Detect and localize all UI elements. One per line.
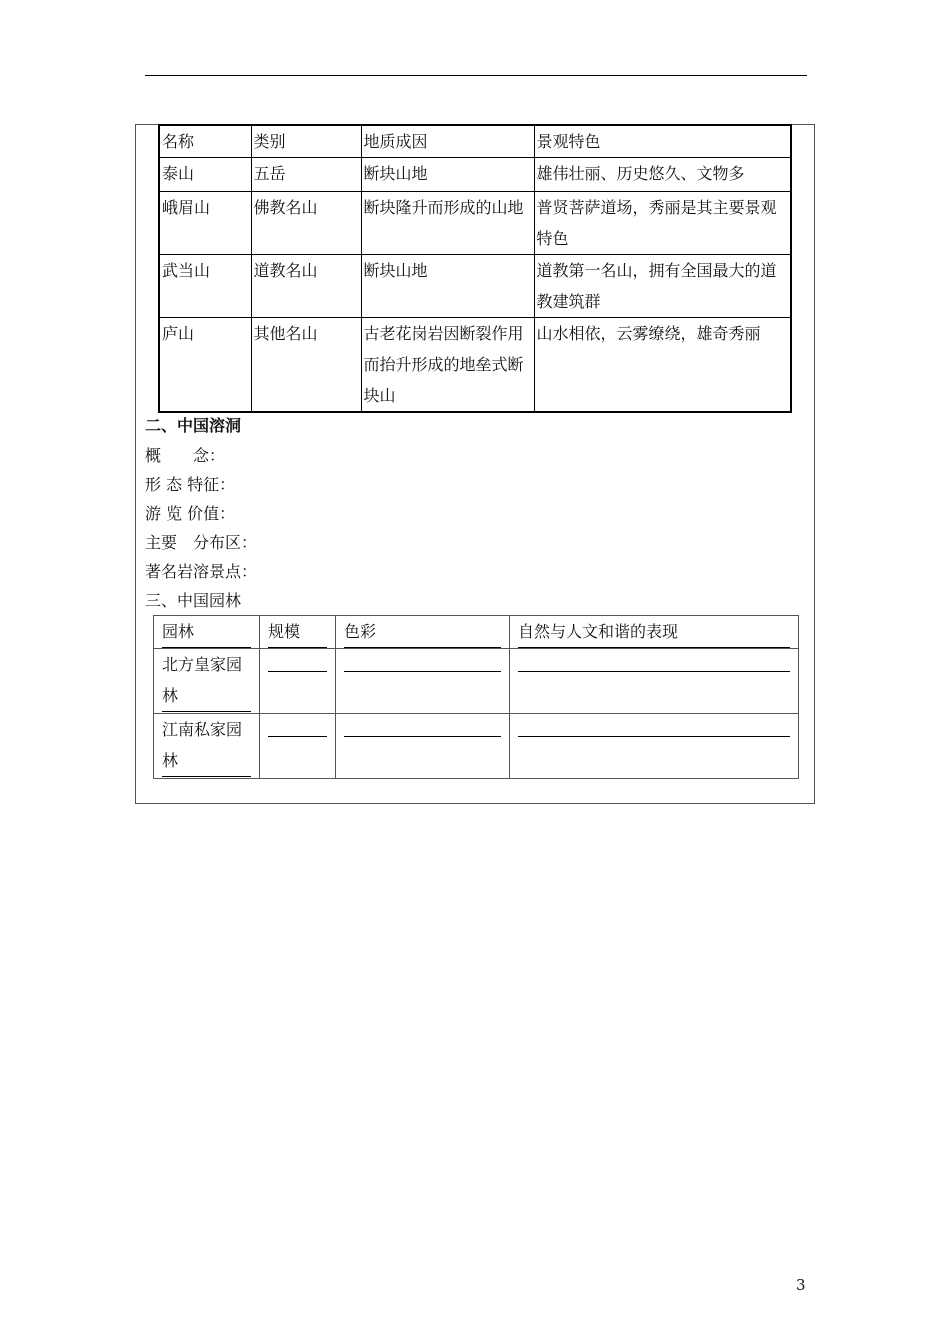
cell-geology: 断块山地	[361, 158, 534, 192]
blank-line	[518, 649, 790, 672]
cell-category: 五岳	[251, 158, 361, 192]
cell-garden-south: 江南私家园林	[162, 714, 251, 777]
field-morphology: 形 态 特征：	[145, 475, 236, 494]
cell-geology: 断块隆升而形成的山地	[361, 192, 534, 255]
cell-name: 泰山	[159, 158, 251, 192]
table-row	[159, 158, 791, 192]
blank-line	[344, 649, 501, 672]
field-concept: 概 念：	[145, 446, 226, 465]
cell-category: 道教名山	[251, 255, 361, 318]
header-color: 色彩	[344, 616, 501, 648]
blank-line	[268, 649, 327, 672]
header-landscape: 景观特色	[534, 125, 791, 158]
table-row	[154, 714, 799, 779]
section-title-caves: 二、中国溶洞	[145, 416, 242, 435]
header-scale: 规模	[268, 616, 327, 648]
header-rule	[145, 75, 807, 76]
section-title-gardens: 三、中国园林	[145, 591, 242, 610]
cell-landscape: 道教第一名山，拥有全国最大的道教建筑群	[534, 255, 791, 318]
cell-landscape: 普贤菩萨道场，秀丽是其主要景观特色	[534, 192, 791, 255]
table-row	[159, 255, 791, 318]
cell-name: 峨眉山	[159, 192, 251, 255]
field-tour-value: 游 览 价值：	[145, 504, 236, 523]
cell-geology: 断块山地	[361, 255, 534, 318]
cell-name: 武当山	[159, 255, 251, 318]
cell-name: 庐山	[159, 318, 251, 413]
table-row	[154, 649, 799, 714]
header-name: 名称	[159, 125, 251, 158]
field-famous-sites: 著名岩溶景点：	[145, 562, 258, 581]
cell-category: 佛教名山	[251, 192, 361, 255]
blank-line	[268, 714, 327, 737]
mountains-table	[158, 124, 792, 413]
table-header-row	[154, 616, 799, 649]
cell-geology: 古老花岗岩因断裂作用而抬升形成的地垒式断块山	[361, 318, 534, 413]
table-header-row	[159, 125, 791, 158]
gardens-table	[153, 615, 799, 779]
header-garden: 园林	[162, 616, 251, 648]
blank-line	[518, 714, 790, 737]
cell-category: 其他名山	[251, 318, 361, 413]
blank-line	[344, 714, 501, 737]
header-geology: 地质成因	[361, 125, 534, 158]
header-category: 类别	[251, 125, 361, 158]
table-row	[159, 318, 791, 413]
cell-landscape: 山水相依，云雾缭绕，雄奇秀丽	[534, 318, 791, 413]
header-harmony: 自然与人文和谐的表现	[518, 616, 790, 648]
cell-garden-north: 北方皇家园林	[162, 649, 251, 712]
page-number: 3	[796, 1276, 806, 1294]
field-distribution: 主要 分布区：	[145, 533, 258, 552]
table-row	[159, 192, 791, 255]
cell-landscape: 雄伟壮丽、历史悠久、文物多	[534, 158, 791, 192]
